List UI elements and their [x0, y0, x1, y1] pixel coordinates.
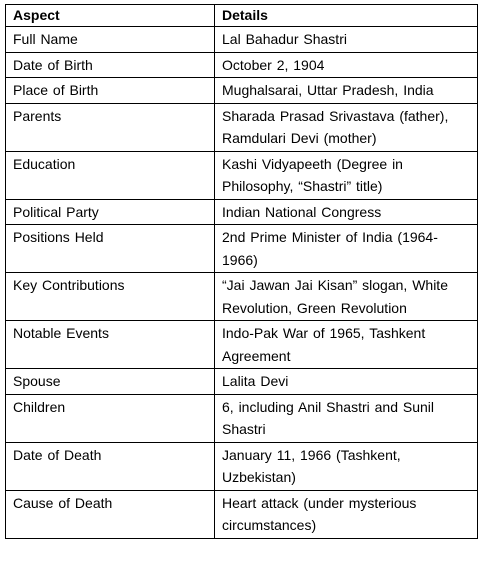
details-cell: 6, including Anil Shastri and Sunil Shastri — [215, 394, 478, 442]
aspect-cell: Key Contributions — [6, 273, 215, 321]
details-cell: Indo-Pak War of 1965, Tashkent Agreement — [215, 321, 478, 369]
aspect-cell: Cause of Death — [6, 490, 215, 538]
aspect-cell: Notable Events — [6, 321, 215, 369]
table-row — [6, 199, 478, 225]
details-cell: October 2, 1904 — [215, 52, 478, 78]
table-row — [6, 78, 478, 104]
table-row — [6, 321, 478, 369]
details-cell: “Jai Jawan Jai Kisan” slogan, White Revolution, Green Revolution — [215, 273, 478, 321]
aspect-cell: Education — [6, 151, 215, 199]
details-cell: 2nd Prime Minister of India (1964-1966) — [215, 225, 478, 273]
aspect-cell: Full Name — [6, 27, 215, 53]
aspect-cell: Date of Birth — [6, 52, 215, 78]
aspect-cell: Date of Death — [6, 442, 215, 490]
aspect-cell: Positions Held — [6, 225, 215, 273]
table-row — [6, 225, 478, 273]
table-row — [6, 103, 478, 151]
biography-table — [5, 4, 478, 539]
details-cell: Indian National Congress — [215, 199, 478, 225]
details-cell: January 11, 1966 (Tashkent, Uzbekistan) — [215, 442, 478, 490]
table-header-row — [6, 5, 478, 27]
table-row — [6, 27, 478, 53]
table-row — [6, 52, 478, 78]
details-cell: Mughalsarai, Uttar Pradesh, India — [215, 78, 478, 104]
table-row — [6, 490, 478, 538]
header-aspect: Aspect — [6, 5, 215, 27]
details-cell: Lalita Devi — [215, 369, 478, 395]
aspect-cell: Spouse — [6, 369, 215, 395]
aspect-cell: Parents — [6, 103, 215, 151]
table-row — [6, 151, 478, 199]
table-row — [6, 273, 478, 321]
header-details: Details — [215, 5, 478, 27]
details-cell: Kashi Vidyapeeth (Degree in Philosophy, “Shastri” title) — [215, 151, 478, 199]
details-cell: Lal Bahadur Shastri — [215, 27, 478, 53]
details-cell: Sharada Prasad Srivastava (father), Ramdulari Devi (mother) — [215, 103, 478, 151]
table-row — [6, 394, 478, 442]
table-row — [6, 369, 478, 395]
aspect-cell: Children — [6, 394, 215, 442]
aspect-cell: Place of Birth — [6, 78, 215, 104]
table-row — [6, 442, 478, 490]
aspect-cell: Political Party — [6, 199, 215, 225]
info-table-container — [5, 4, 477, 539]
details-cell: Heart attack (under mysterious circumstances) — [215, 490, 478, 538]
